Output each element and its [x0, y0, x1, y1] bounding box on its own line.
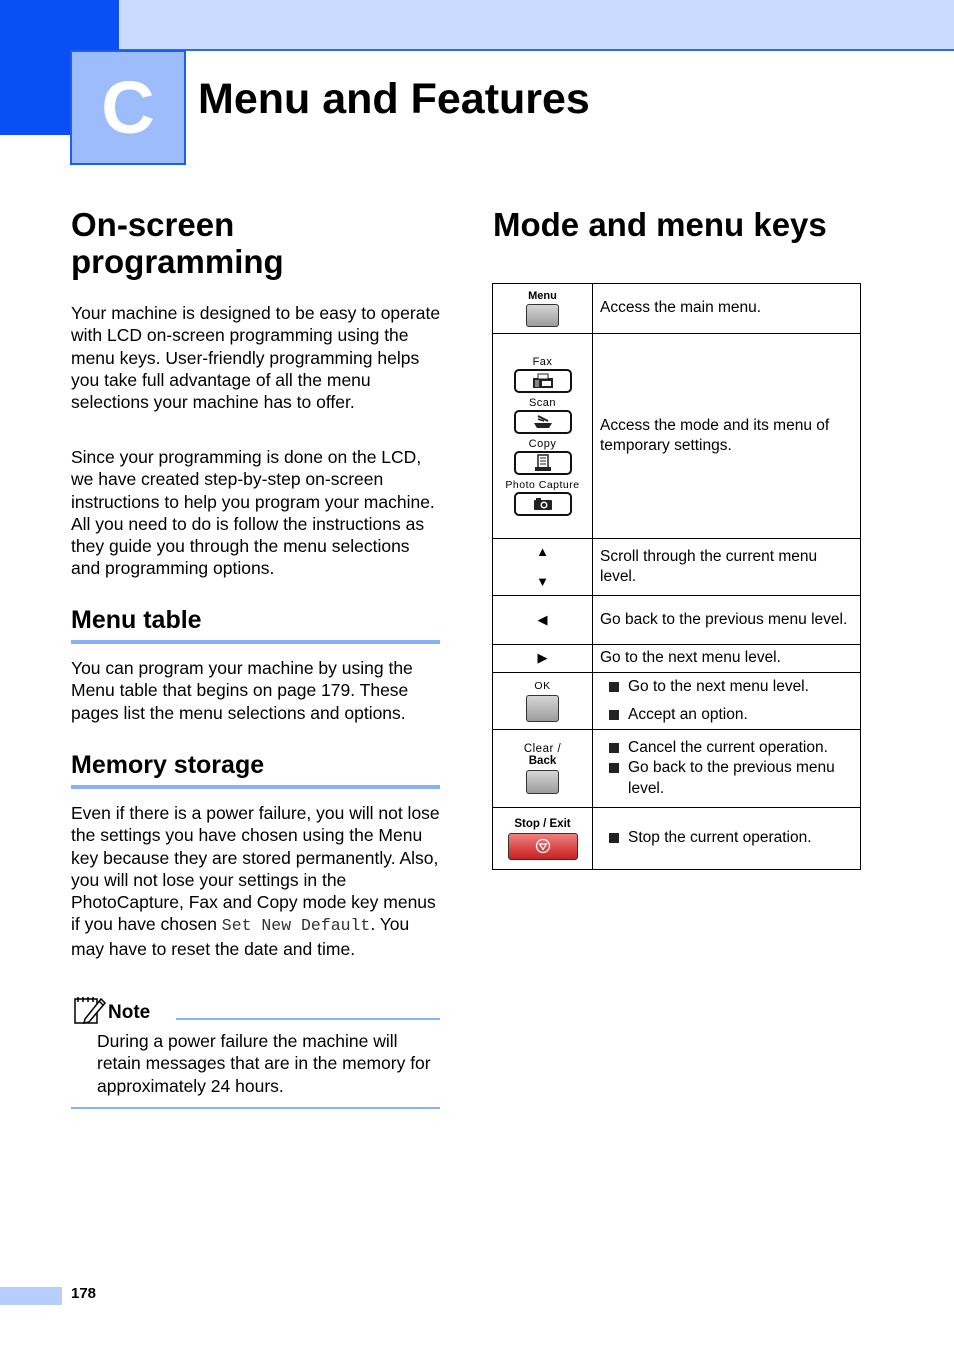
clear-desc: [593, 730, 861, 808]
ok-bullet-1: Go to the next menu level.: [628, 677, 809, 695]
left-desc: Go back to the previous menu level.: [593, 596, 861, 645]
table-row: [493, 539, 861, 596]
table-row: [493, 596, 861, 645]
copy-key-label: Copy: [528, 438, 557, 450]
clear-back-key-button: [526, 770, 559, 794]
table-row: [493, 673, 861, 730]
key-cell: [493, 730, 593, 808]
heading-memory-storage: Memory storage: [71, 751, 265, 779]
chapter-letter: C: [101, 65, 155, 149]
clear-bullet-1: Cancel the current operation.: [628, 738, 828, 756]
fax-key-label: Fax: [532, 356, 553, 368]
ok-desc: [593, 673, 861, 730]
paragraph-intro: Your machine is designed to be easy to operate with LCD on-screen programming using the menu keys. User-friendly programming helps you take full advantage of all the menu selections your machine has to offer.: [71, 303, 441, 413]
note-pencil-icon: [73, 995, 107, 1027]
table-row: [493, 334, 861, 539]
clear-key-label-2: Back: [528, 755, 557, 767]
chapter-title: Menu and Features: [198, 75, 590, 123]
key-cell: [493, 808, 593, 870]
menu-key-desc: Access the main menu.: [593, 284, 861, 334]
menu-key-button: [526, 304, 559, 327]
copy-icon: [534, 454, 552, 472]
stop-exit-key-label: Stop / Exit: [514, 817, 571, 830]
note-text: During a power failure the machine will retain messages that are in the memory for approximately 24 hours.: [97, 1031, 431, 1096]
bullet-square-icon: [609, 763, 619, 773]
ok-key-label: OK: [534, 680, 551, 692]
key-cell: [493, 673, 593, 730]
fax-icon: [532, 373, 554, 389]
paragraph-menu-table: You can program your machine by using the Menu table that begins on page 179. These pages list the menu selections and options.: [71, 658, 413, 723]
page-number: 178: [71, 1285, 97, 1302]
scan-icon: [532, 414, 554, 430]
section-rule: [71, 785, 440, 789]
bullet-square-icon: [609, 682, 619, 692]
key-cell: [493, 284, 593, 334]
chapter-badge: [70, 50, 186, 165]
table-row: [493, 645, 861, 673]
right-desc: Go to the next menu level.: [593, 645, 861, 673]
bullet-square-icon: [609, 833, 619, 843]
heading-menu-table: Menu table: [71, 606, 202, 634]
left-arrow-icon: ◀: [537, 611, 548, 627]
note-rule-bottom: [71, 1107, 440, 1109]
note-label: Note: [108, 1002, 151, 1023]
photo-capture-key-button: [514, 492, 572, 516]
up-arrow-icon: ▲: [536, 544, 549, 559]
right-arrow-icon: ▶: [537, 650, 548, 666]
key-cell: [493, 645, 593, 673]
memory-text-b: . You may have to reset the date and time.: [71, 914, 410, 959]
camera-icon: [533, 497, 553, 511]
ok-bullet-2: Accept an option.: [628, 706, 748, 723]
table-row: [493, 284, 861, 334]
photo-capture-key-label: Photo Capture: [505, 479, 580, 491]
list-item: [600, 705, 852, 726]
note-rule-top: [176, 1018, 440, 1020]
updown-desc: Scroll through the current menu level.: [593, 539, 861, 596]
ok-key-button: [526, 695, 559, 722]
list-item: [600, 738, 852, 759]
bullet-square-icon: [609, 743, 619, 753]
memory-text-a: Even if there is a power failure, you will not lose the settings you have chosen using the Menu key because they are stored permanently. Also, you will not lose your settings in the PhotoCapture, Fax and Copy mode key menus if you have chosen: [71, 803, 440, 935]
page-number-tab: [0, 1287, 62, 1305]
scan-key-button: [514, 410, 572, 434]
list-item: [600, 828, 852, 849]
key-cell: [493, 334, 593, 539]
clear-key-label-1: Clear /: [523, 743, 562, 755]
copy-key-button: [514, 451, 572, 475]
heading-onscreen-programming: On-screen programming: [71, 206, 284, 280]
stop-icon: [535, 838, 551, 854]
keys-table: [492, 283, 861, 870]
clear-bullet-2: Go back to the previous menu level.: [628, 759, 835, 797]
bullet-square-icon: [609, 710, 619, 720]
table-row: [493, 808, 861, 870]
scan-key-label: Scan: [528, 397, 557, 409]
table-row: [493, 730, 861, 808]
stop-desc: [593, 808, 861, 870]
key-cell: [493, 539, 593, 596]
paragraph-memory: [71, 802, 443, 960]
mode-keys-desc: Access the mode and its menu of temporary settings.: [593, 334, 861, 539]
setting-name: Set New Default: [221, 916, 371, 936]
fax-key-button: [514, 369, 572, 393]
section-rule: [71, 640, 440, 644]
list-item: [600, 758, 852, 799]
stop-bullet-1: Stop the current operation.: [628, 829, 812, 847]
down-arrow-icon: ▼: [536, 573, 549, 589]
paragraph-lcd: Since your programming is done on the LCD, we have created step-by-step on-screen instructions to help you program your machine. All you need to do is follow the instructions as they guide you through the menu selections and programming options.: [71, 447, 435, 579]
stop-exit-key-button: [508, 833, 578, 860]
header-band: [119, 0, 954, 51]
heading-mode-menu-keys: Mode and menu keys: [493, 206, 827, 243]
key-cell: [493, 596, 593, 645]
menu-key-label: Menu: [528, 290, 557, 302]
list-item: [600, 677, 852, 698]
